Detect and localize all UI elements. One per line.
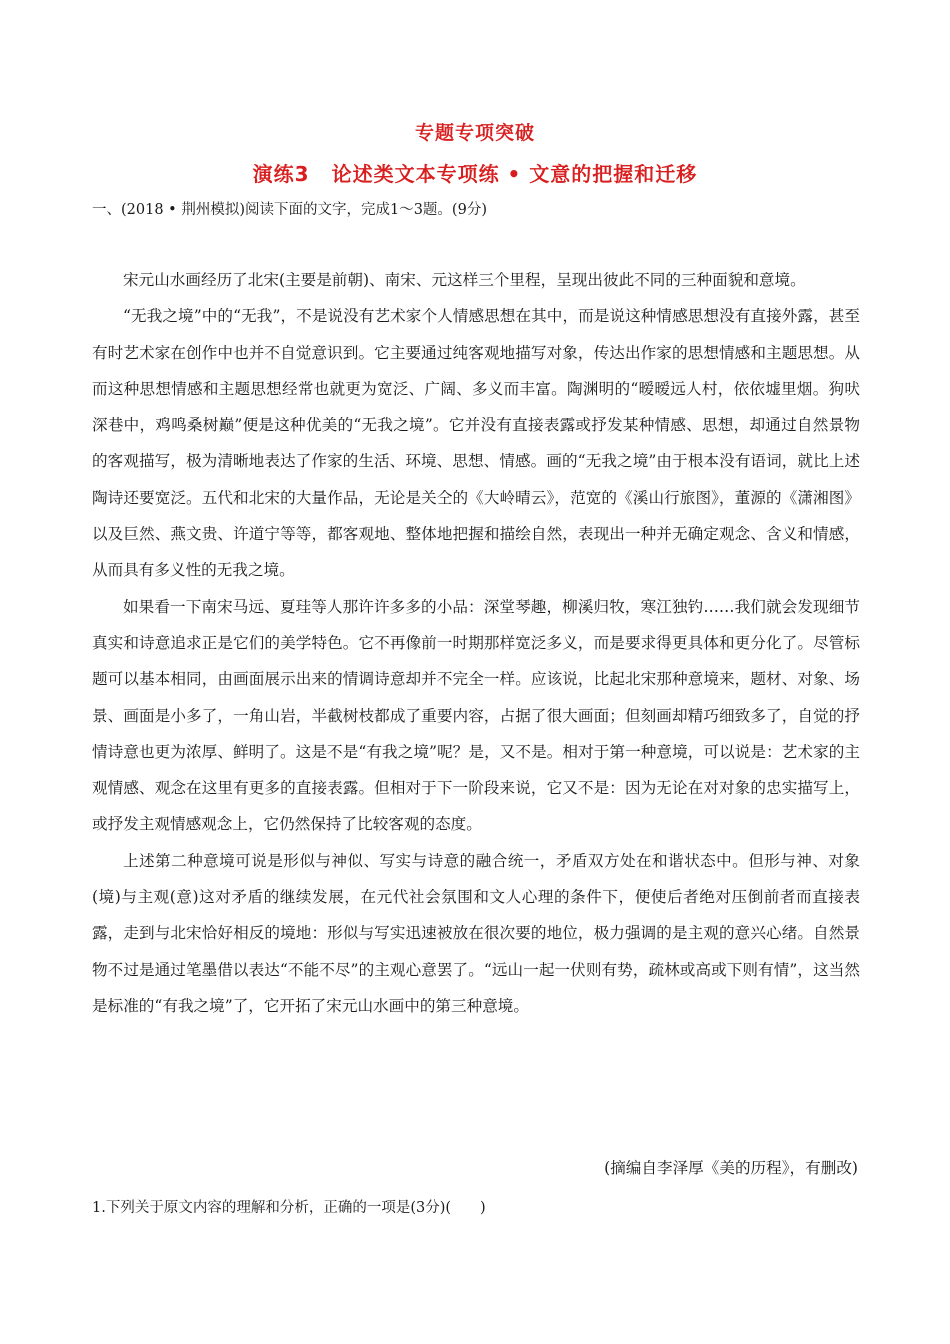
article-body: [92, 262, 860, 1024]
page-title: 专题专项突破: [414, 122, 535, 144]
section-instruction: 一、(2018 • 荆州模拟)阅读下面的文字，完成1～3题。(9分): [92, 202, 487, 218]
subtitle-topic: 论述类文本专项练 • 文意的把握和迁移: [331, 162, 698, 186]
page-subtitle: [0, 158, 950, 187]
article-paragraph: 宋元山水画经历了北宋(主要是前朝)、南宋、元这样三个里程，呈现出彼此不同的三种面貌和意境。: [123, 271, 806, 289]
article-paragraph: 上述第二种意境可说是形似与神似、写实与诗意的融合统一，矛盾双方处在和谐状态中。但形与神、对象(境)与主观(意)这对矛盾的继续发展，在元代社会氛围和文人心理的条件下，便使后者绝对压倒前者而直接表露，走到与北宋恰好相反的境地：形似与写实迅速被放在很次要的地位，极力强调的是主观的意兴心绪。自然景物不过是通过笔墨借以表达“不能不尽”的主观心意罢了。“远山一起一伏则有势，疏林或高或下则有情”，这当然是标准的“有我之境”了，它开拓了宋元山水画中的第三种意境。: [92, 851, 860, 1015]
article-paragraph: 如果看一下南宋马远、夏珪等人那许许多多的小品：深堂琴趣，柳溪归牧，寒江独钓……我们就会发现细节真实和诗意追求正是它们的美学特色。它不再像前一时期那样宽泛多义，而是要求得更具体和更分化了。尽管标题可以基本相同，由画面展示出来的情调诗意却并不完全一样。应该说，比起北宋那种意境来，题材、对象、场景、画面是小多了，一角山岩，半截树枝都成了重要内容，占据了很大画面；但刻画却精巧细致多了，自觉的抒情诗意也更为浓厚、鲜明了。这是不是“有我之境”呢？是，又不是。相对于第一种意境，可以说是：艺术家的主观情感、观念在这里有更多的直接表露。但相对于下一阶段来说，它又不是：因为无论在对对象的忠实描写上，或抒发主观情感观念上，它仍然保持了比较客观的态度。: [92, 597, 860, 834]
article-source: (摘编自李泽厚《美的历程》，有删改): [604, 1159, 858, 1177]
subtitle-exercise-number: 演练3: [252, 162, 310, 186]
question-1: 1.下列关于原文内容的理解和分析，正确的一项是(3分)( ): [92, 1200, 486, 1216]
article-paragraph: “无我之境”中的“无我”，不是说没有艺术家个人情感思想在其中，而是说这种情感思想没有直接外露，甚至有时艺术家在创作中也并不自觉意识到。它主要通过纯客观地描写对象，传达出作家的思想情感和主题思想。从而这种思想情感和主题思想经常也就更为宽泛、广阔、多义而丰富。陶渊明的“暧暧远人村，依依墟里烟。狗吠深巷中，鸡鸣桑树巅”便是这种优美的“无我之境”。它并没有直接表露或抒发某种情感、思想，却通过自然景物的客观描写，极为清晰地表达了作家的生活、环境、思想、情感。画的“无我之境”由于根本没有语词，就比上述陶诗还要宽泛。五代和北宋的大量作品，无论是关仝的《大岭晴云》，范宽的《溪山行旅图》，董源的《潇湘图》以及巨然、燕文贵、许道宁等等，都客观地、整体地把握和描绘自然，表现出一种并无确定观念、含义和情感，从而具有多义性的无我之境。: [92, 307, 860, 580]
